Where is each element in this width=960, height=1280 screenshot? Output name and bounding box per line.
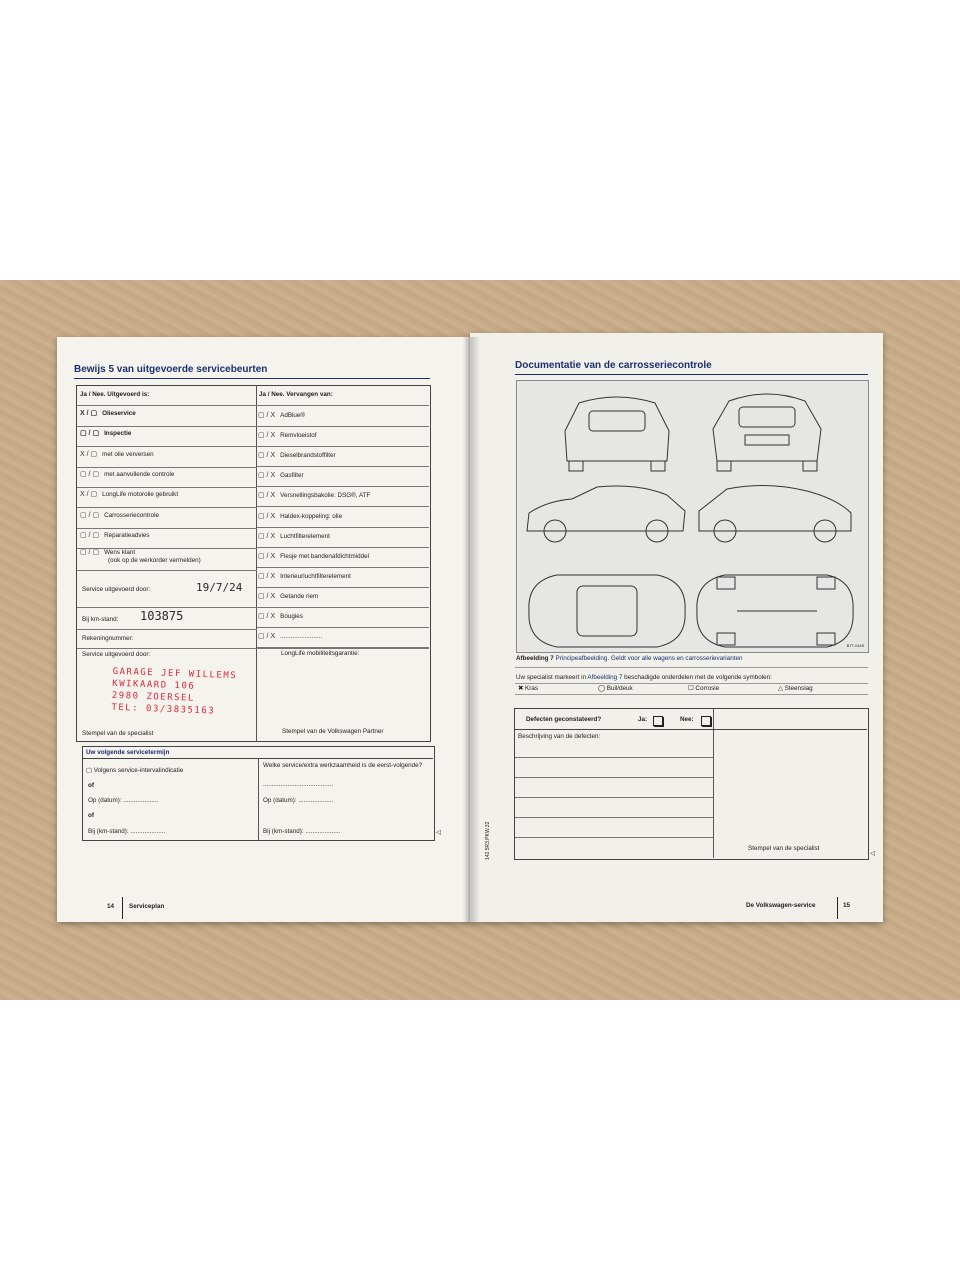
- row-line: [515, 837, 713, 838]
- service-by-label: Service uitgevoerd door:: [82, 586, 151, 593]
- row-line: [257, 426, 429, 427]
- row-line: [515, 797, 713, 798]
- booklet-gutter: [462, 337, 480, 922]
- right-page-title: Documentatie van de carrosseriecontrole: [515, 360, 712, 371]
- left-footer-text: Serviceplan: [129, 903, 165, 910]
- row-line: [77, 487, 257, 488]
- row-label: met aanvullende controle: [104, 471, 175, 478]
- col1-row: [80, 491, 178, 499]
- stamp-line-2: KWIKAARD 106: [112, 678, 196, 692]
- row-label: AdBlue®: [280, 412, 306, 419]
- car-outlines: [517, 381, 868, 652]
- right-title-rule: [515, 374, 868, 375]
- stamp-line-1: GARAGE JEF WILLEMS: [112, 666, 238, 682]
- col2-row: [258, 412, 305, 420]
- row-check-mark[interactable]: ▢ / ▢: [80, 471, 100, 478]
- figure-caption-text: Principeafbeelding. Geldt voor alle wagens en carrosserievarianten: [555, 655, 743, 662]
- row-check-mark[interactable]: ▢ / ▢: [80, 532, 100, 539]
- row-label: Interieurluchtfilterelement: [280, 572, 351, 580]
- car-diagram: [516, 380, 869, 653]
- row-line: [77, 446, 257, 447]
- row-check-mark[interactable]: ▢ / X: [258, 633, 276, 641]
- row-check-mark[interactable]: ▢ / X: [258, 452, 276, 460]
- figure-caption: [516, 655, 742, 663]
- row-label: Versnellingsbakolie: DSG®, ATF: [280, 492, 371, 500]
- footer-divider: [122, 897, 123, 919]
- symbols-rule: [515, 694, 868, 695]
- row-label: Carrosseriecontrole: [104, 512, 160, 519]
- col2-row: [258, 533, 330, 541]
- side-code: 142.5R3.PKW.32: [485, 821, 491, 860]
- row-line: [77, 528, 257, 529]
- car-side-view-left: [527, 486, 685, 531]
- row-line: [257, 506, 429, 507]
- row-check-mark[interactable]: X / ▢: [80, 451, 98, 458]
- row-line: [515, 777, 713, 778]
- col2-row: [258, 613, 303, 621]
- row-line: [77, 467, 257, 468]
- next-service-divider: [258, 758, 259, 840]
- defects-label: Defecten geconstateerd?: [526, 716, 602, 723]
- defects-divider: [713, 709, 714, 858]
- instr-post: beschadigde onderdelen met de volgende symbolen:: [624, 674, 772, 681]
- km-handwritten: 103875: [140, 609, 184, 623]
- symbol-corrosion: ☐ Corrosie: [688, 685, 720, 692]
- row-check-mark[interactable]: ▢ / X: [258, 492, 276, 500]
- footer-divider-right: [837, 897, 838, 919]
- col2-row: [258, 432, 317, 440]
- row-line: [515, 729, 867, 730]
- invoice-label: Rekeningnummer:: [82, 635, 134, 642]
- next-date: Op (datum): ....................: [88, 797, 159, 804]
- row-label: Gasfilter: [280, 472, 304, 480]
- row-line: [257, 547, 429, 548]
- left-page-number: 14: [107, 903, 115, 910]
- row-line: [77, 607, 257, 608]
- row-line: [77, 570, 257, 571]
- garage-stamp: [111, 666, 237, 718]
- row-label: Reparatieadvies: [104, 532, 150, 539]
- col1-row: [80, 549, 201, 564]
- left-page-title: Bewijs 5 van uitgevoerde servicebeurten: [74, 364, 268, 375]
- col2-row: [258, 593, 318, 601]
- instr-rule: [515, 683, 868, 684]
- row-label: LongLife motorolie gebruikt: [102, 491, 179, 498]
- col2-row: [258, 573, 351, 581]
- row-line: [77, 629, 257, 630]
- row-check-mark[interactable]: ▢ / X: [258, 472, 276, 480]
- row-label: Olieservice: [102, 410, 136, 417]
- row-check-mark[interactable]: ▢ / X: [258, 532, 276, 540]
- row-line: [257, 567, 429, 568]
- row-check-mark[interactable]: ▢ / X: [258, 552, 276, 560]
- row-line: [257, 446, 429, 447]
- row-line: [77, 648, 429, 649]
- defects-yes-label: Ja:: [638, 716, 648, 723]
- row-label: Wens klant: [104, 549, 136, 556]
- row-line: [515, 757, 713, 758]
- defects-stamp-label: Stempel van de specialist: [748, 845, 820, 852]
- col1-header: Ja / Nee. Uitgevoerd is:: [80, 391, 150, 398]
- row-label: Bougies: [280, 613, 303, 620]
- row-line: [257, 587, 429, 588]
- col2-header: Ja / Nee. Vervangen van:: [259, 391, 333, 398]
- next-right-km: Bij (km-stand): ....................: [263, 828, 341, 835]
- defects-no-checkbox[interactable]: [701, 716, 711, 726]
- stamp-line-4: TEL: 03/3835163: [111, 702, 216, 717]
- next-service-header: Uw volgende servicetermijn: [86, 749, 170, 756]
- service-by-label-2: Service uitgevoerd door:: [82, 651, 151, 658]
- row-line: [77, 426, 257, 427]
- symbol-instruction: [516, 674, 772, 682]
- car-side-view-right: [699, 485, 851, 531]
- col1-row: [80, 471, 174, 479]
- col1-row: [80, 451, 154, 459]
- row-check-mark[interactable]: ▢ / X: [258, 613, 276, 620]
- row-check-mark[interactable]: X / ▢: [80, 410, 98, 417]
- longlife-label: LongLife mobiliteitsgarantie:: [281, 650, 360, 657]
- row-check-mark[interactable]: ▢ / X: [258, 432, 276, 440]
- row-label: Dieselbrandstoffilter: [280, 452, 336, 460]
- row-check-mark[interactable]: ▢ / ▢: [80, 430, 100, 437]
- col2-row: [258, 472, 304, 480]
- row-check-mark[interactable]: ▢ / ▢: [80, 512, 100, 519]
- row-line: [257, 486, 429, 487]
- row-check-mark[interactable]: ▢ / X: [258, 572, 276, 580]
- row-check-mark[interactable]: ▢ / ▢: [80, 549, 100, 556]
- symbol-stonechip: △ Steenslag: [778, 685, 813, 692]
- left-title-rule: [74, 378, 430, 379]
- next-dots: ........................................: [263, 781, 333, 788]
- row-line: [257, 607, 429, 608]
- row-label: Flesje met bandenafdichtmiddel: [280, 552, 370, 560]
- symbol-scratch: ✖ Kras: [518, 685, 538, 692]
- continue-triangle-icon-right: ◁: [870, 850, 875, 857]
- right-page-number: 15: [843, 902, 851, 909]
- defects-description-label: Beschrijving van de defecten:: [518, 733, 601, 740]
- km-label: Bij km-stand:: [82, 616, 119, 623]
- col1-row: [80, 430, 131, 438]
- row-line: [257, 627, 429, 628]
- figure-code: B7T-0449: [846, 642, 864, 648]
- next-interval: ▢ Volgens service-intervalindicatie: [86, 767, 184, 774]
- instr-pre: Uw specialist markeert in: [516, 674, 586, 681]
- col2-row: [258, 633, 322, 641]
- col2-row: [258, 553, 369, 561]
- defects-no-label: Nee:: [680, 716, 694, 723]
- service-table-divider: [256, 385, 257, 741]
- row-label: Luchtfilterelement: [280, 532, 330, 540]
- row-label: met olie verversen: [102, 451, 154, 458]
- caption-rule: [515, 667, 868, 668]
- row-check-mark[interactable]: ▢ / X: [258, 592, 276, 600]
- row-label-2: (ook op de werkorder vermelden): [108, 556, 201, 564]
- stamp-line-3: 2980 ZOERSEL: [111, 690, 195, 704]
- row-line: [257, 466, 429, 467]
- col1-row: [80, 410, 136, 418]
- right-footer-text: De Volkswagen-service: [746, 902, 816, 909]
- row-check-mark[interactable]: ▢ / X: [258, 512, 276, 520]
- row-check-mark[interactable]: ▢ / X: [258, 412, 276, 419]
- stamp-specialist-label: Stempel van de specialist: [82, 730, 154, 737]
- row-line: [515, 817, 713, 818]
- next-right-date: Op (datum): ....................: [263, 797, 334, 804]
- defects-yes-checkbox[interactable]: [653, 716, 663, 726]
- next-or-2: of: [88, 812, 94, 819]
- col2-row: [258, 492, 370, 500]
- col1-row: [80, 532, 150, 540]
- col2-row: [258, 452, 336, 460]
- stamp-partner-label: Stempel van de Volkswagen Partner: [282, 728, 384, 735]
- symbol-dent: ◯ Buil/deuk: [598, 685, 633, 692]
- figure-caption-label: Afbeelding 7: [516, 655, 554, 662]
- service-date-handwritten: 19/7/24: [196, 581, 243, 594]
- car-rear-view: [565, 397, 669, 461]
- row-line: [257, 527, 429, 528]
- row-label: ........................: [280, 633, 323, 641]
- row-check-mark[interactable]: X / ▢: [80, 491, 98, 498]
- continue-triangle-icon: ◁: [436, 829, 441, 836]
- row-label: Inspectie: [104, 430, 132, 437]
- next-question: Welke service/extra werkzaamheid is de eerst-volgende?: [263, 762, 423, 769]
- instr-link[interactable]: Afbeelding 7: [587, 674, 623, 681]
- row-label: Haldex-koppeling: olie: [280, 512, 343, 520]
- row-label: Remvloeistof: [280, 432, 317, 440]
- col1-row: [80, 512, 159, 520]
- next-km: Bij (km-stand): ....................: [88, 828, 166, 835]
- row-line: [77, 507, 257, 508]
- row-line: [77, 405, 429, 406]
- col2-row: [258, 513, 342, 521]
- next-or-1: of: [88, 782, 94, 789]
- row-label: Getande riem: [280, 592, 319, 600]
